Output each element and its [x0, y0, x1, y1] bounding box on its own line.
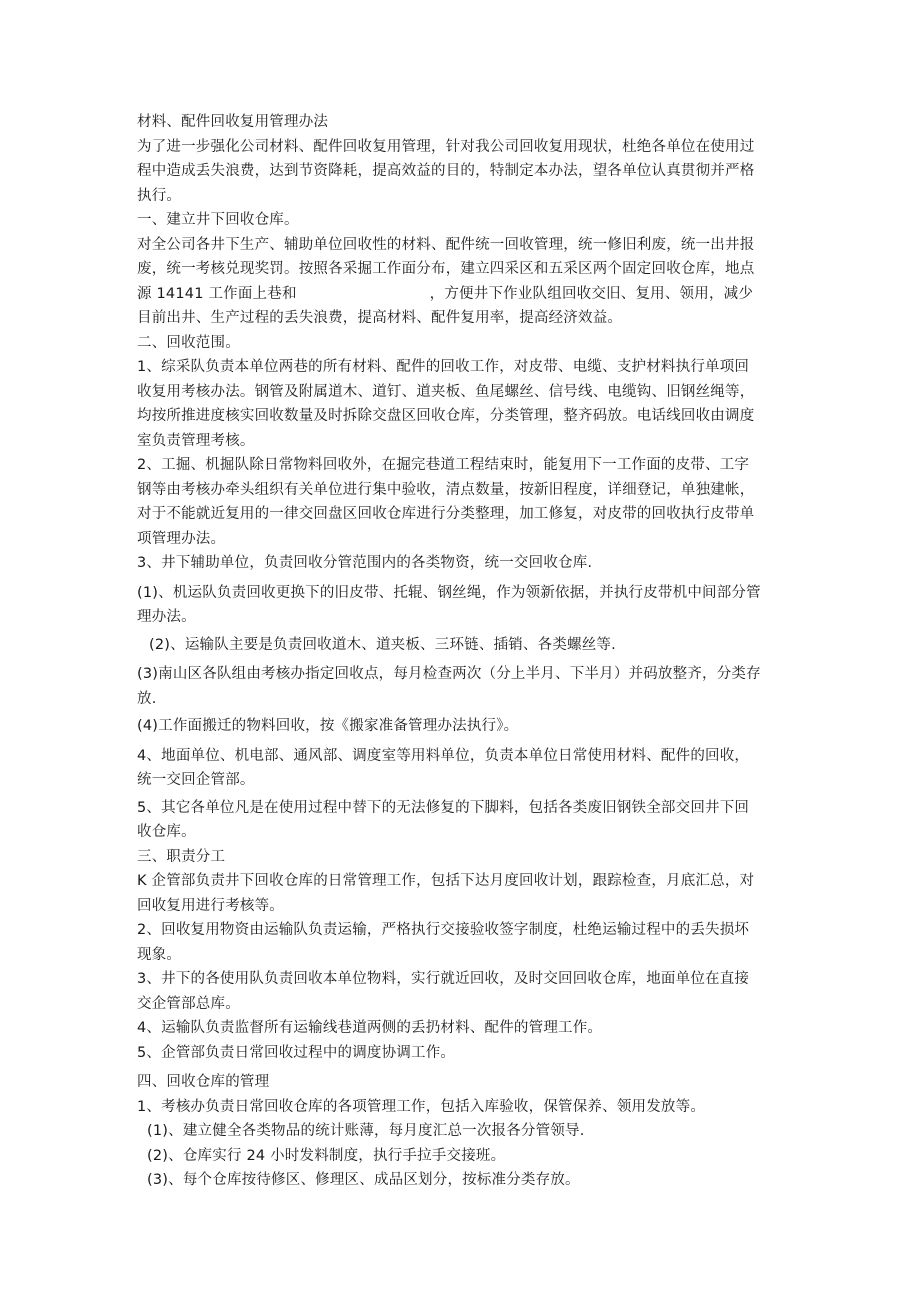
text-line: 废，统一考核兑现奖罚。按照各采掘工作面分布，建立四采区和五采区两个固定回收仓库，地点 — [137, 261, 755, 277]
section-2-item-3: 3、井下辅助单位，负责回收分管范围内的各类物资，统一交回收仓库. — [137, 555, 593, 571]
section-3-item-5: 5、企管部负责日常回收过程中的调度协调工作。 — [137, 1044, 456, 1061]
text-line: 项管理办法。 — [137, 530, 226, 547]
text-line: 4、地面单位、机电部、通风部、调度室等用料单位，负责本单位日常使用材料、配件的回收， — [137, 747, 750, 764]
section-2-item-2 — [137, 453, 787, 551]
text-line: 程中造成丢失浪费，达到节资降耗，提高效益的目的，特制定本办法，望各单位认真贯彻并严格 — [137, 163, 755, 179]
section-2-item-1 — [137, 355, 787, 453]
text-line: 交企管部总库。 — [137, 995, 240, 1012]
section-3-item-3 — [137, 967, 787, 1016]
text-line: 为了进一步强化公司材料、配件回收复用管理，针对我公司回收复用现状，杜绝各单位在使用过 — [137, 138, 755, 155]
text-line: 统一交回企管部。 — [137, 772, 255, 788]
text-line: 目前出井、生产过程的丢失浪费，提高材料、配件复用率，提高经济效益。 — [137, 310, 623, 326]
intro-paragraph — [137, 135, 787, 209]
text-line: 钢等由考核办牵头组织有关单位进行集中验收，清点数量，按新旧程度，详细登记，单独建帐， — [137, 481, 755, 498]
text-fragment: ，方便井下作业队组回收交旧、复用、领用，减少 — [429, 285, 754, 302]
section-4-item-1-1: (1)、建立健全各类物品的统计账薄，每月度汇总一次报各分管领导. — [147, 1123, 585, 1139]
section-4-item-1: 1、考核办负责日常回收仓库的各项管理工作，包括入库验收，保管保养、领用发放等。 — [137, 1098, 706, 1115]
text-fragment: 源 14141 工作面上巷和 — [137, 285, 297, 302]
section-2-item-5 — [137, 796, 787, 845]
text-line: 对于不能就近复用的一律交回盘区回收仓库进行分类整理，加工修复，对皮带的回收执行皮带单 — [137, 506, 755, 522]
section-3-item-2 — [137, 918, 787, 967]
section-4-item-1-3: (3)、每个仓库按待修区、修理区、成品区划分，按标准分类存放。 — [147, 1172, 580, 1188]
text-line: 3、井下的各使用队负责回收本单位物料，实行就近回收，及时交回回收仓库，地面单位在直接 — [137, 971, 750, 987]
text-line: 理办法。 — [137, 609, 196, 625]
document-title: 材料、配件回收复用管理办法 — [137, 114, 329, 130]
text-line: 放. — [137, 690, 157, 707]
section-2-item-4 — [137, 744, 787, 793]
text-line: 执行。 — [137, 187, 182, 204]
document-body — [137, 110, 787, 1193]
section-4-item-1-2: (2)、仓库实行 24 小时发料制度，执行手拉手交接班。 — [147, 1147, 506, 1164]
section-2-item-3-4: (4)工作面搬迁的物料回收，按《搬家准备管理办法执行》。 — [137, 718, 519, 734]
text-line: K 企管部负责井下回收仓库的日常管理工作，包括下达月度回收计划，跟踪检查，月底汇总，对 — [137, 873, 755, 889]
section-2-item-3-1 — [137, 581, 787, 630]
text-line: (1)、机运队负责回收更换下的旧皮带、托辊、钢丝绳，作为领新依据，并执行皮带机中间部分管 — [137, 584, 761, 601]
text-line: 2、工掘、机掘队除日常物料回收外，在掘完巷道工程结束时，能复用下一工作面的皮带、工字 — [137, 457, 750, 473]
text-line: 室负责管理考核。 — [137, 432, 255, 449]
text-line: 收复用考核办法。钢管及附属道木、道钉、道夹板、鱼尾螺丝、信号线、电缆钩、旧钢丝绳等， — [137, 383, 755, 400]
text-line: (3)南山区各队组由考核办指定回收点，每月检查两次（分上半月、下半月）并码放整齐，分类存 — [137, 666, 761, 682]
section-heading: 一、建立井下回收仓库。 — [137, 212, 299, 228]
section-heading: 二、回收范围。 — [137, 334, 240, 351]
section-2-item-3-3 — [137, 662, 787, 711]
text-line: 对全公司各井下生产、辅助单位回收性的材料、配件统一回收管理，统一修旧利废，统一出井报 — [137, 236, 755, 253]
section-3-item-1 — [137, 869, 787, 918]
text-line: 1、综采队负责本单位两巷的所有材料、配件的回收工作，对皮带、电缆、支护材料执行单项回 — [137, 359, 750, 375]
section-1-paragraph — [137, 233, 787, 331]
section-heading: 三、职责分工 — [137, 848, 226, 865]
section-heading: 四、回收仓库的管理 — [137, 1074, 270, 1090]
text-line: 5、其它各单位凡是在使用过程中替下的无法修复的下脚料，包括各类废旧钢铁全部交回井下回 — [137, 799, 750, 816]
text-line: 收仓库。 — [137, 824, 196, 840]
section-2-item-3-2: (2)、运输队主要是负责回收道木、道夹板、三环链、插销、各类螺丝等. — [149, 636, 616, 653]
text-line: 回收复用进行考核等。 — [137, 897, 284, 914]
text-line: 均按所推进度核实回收数量及时拆除交盘区回收仓库，分类管理，整齐码放。电话线回收由调度 — [137, 408, 755, 424]
text-line — [137, 282, 787, 307]
text-line: 2、回收复用物资由运输队负责运输，严格执行交接验收签字制度，杜绝运输过程中的丢失损坏 — [137, 922, 750, 938]
section-3-item-4: 4、运输队负责监督所有运输线巷道两侧的丢扔材料、配件的管理工作。 — [137, 1020, 603, 1036]
text-line: 现象。 — [137, 946, 182, 963]
